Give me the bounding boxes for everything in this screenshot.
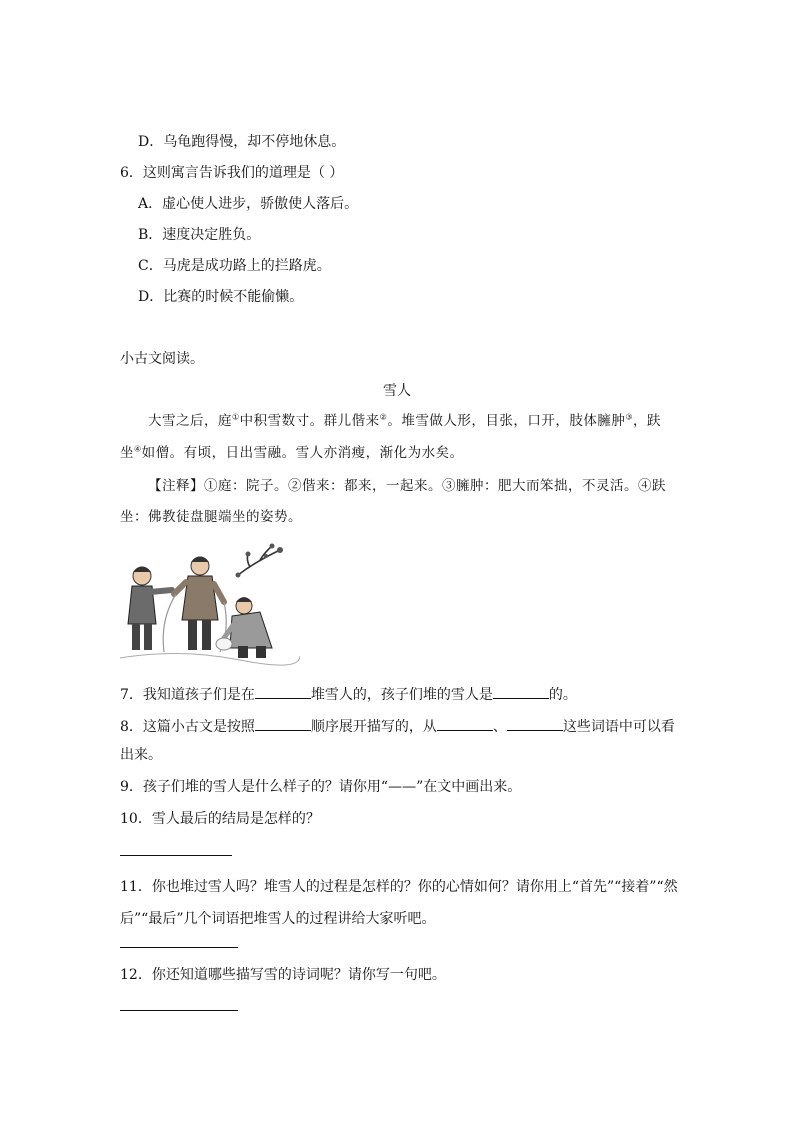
- q10-answer-line[interactable]: [120, 855, 232, 856]
- q6-stem: 6．这则寓言告诉我们的道理是（ ）: [120, 165, 344, 181]
- q7-blank-2[interactable]: [493, 684, 549, 699]
- q8-blank-3[interactable]: [507, 716, 563, 731]
- q11-line-1: 11．你也堆过雪人吗？堆雪人的过程是怎样的？你的心情如何？请你用上“首先”“接着”“然: [120, 879, 678, 895]
- q6-option-c: C．马虎是成功路上的拦路虎。: [138, 258, 331, 274]
- q11-line-2: 后”“最后”几个词语把堆雪人的过程讲给大家听吧。: [120, 911, 436, 927]
- q10: 10．雪人最后的结局是怎样的？: [120, 811, 320, 827]
- q7-blank-1[interactable]: [255, 684, 311, 699]
- q8-continuation: 出来。: [120, 747, 162, 763]
- passage-line-1: 大雪之后，庭①中积雪数寸。群儿偕来②。堆雪做人形，目张，口开，肢体臃肿③，趺: [148, 412, 662, 429]
- q6-option-a: A．虚心使人进步，骄傲使人落后。: [138, 196, 359, 212]
- q12: 12．你还知道哪些描写雪的诗词呢？请你写一句吧。: [120, 967, 446, 983]
- q7: 7．我知道孩子们是在 堆雪人的，孩子们堆的雪人是 的。: [120, 684, 577, 704]
- annotation-line-2: 坐：佛教徒盘腿端坐的姿势。: [120, 509, 302, 525]
- children-building-snowman-illustration: [120, 540, 300, 666]
- passage-line-2: 坐④如僧。有顷，日出雪融。雪人亦消瘦，渐化为水矣。: [120, 444, 464, 461]
- section-heading: 小古文阅读。: [120, 351, 204, 367]
- passage-title: 雪人: [383, 383, 411, 399]
- q8-blank-1[interactable]: [255, 716, 311, 731]
- q9: 9．孩子们堆的雪人是什么样子的？请你用“——”在文中画出来。: [120, 779, 522, 795]
- q5-option-d: D．乌龟跑得慢，却不停地休息。: [138, 134, 346, 150]
- q11-answer-line[interactable]: [120, 947, 238, 948]
- q8: 8．这篇小古文是按照 顺序展开描写的，从 、 这些词语中可以看: [120, 716, 675, 736]
- q12-answer-line[interactable]: [120, 1010, 238, 1011]
- q6-option-b: B．速度决定胜负。: [138, 227, 261, 243]
- q8-blank-2[interactable]: [437, 716, 493, 731]
- annotation-line-1: 【注释】①庭：院子。②偕来：都来，一起来。③臃肿：肥大而笨拙，不灵活。④趺: [148, 478, 666, 494]
- q6-option-d: D．比赛的时候不能偷懒。: [138, 289, 304, 305]
